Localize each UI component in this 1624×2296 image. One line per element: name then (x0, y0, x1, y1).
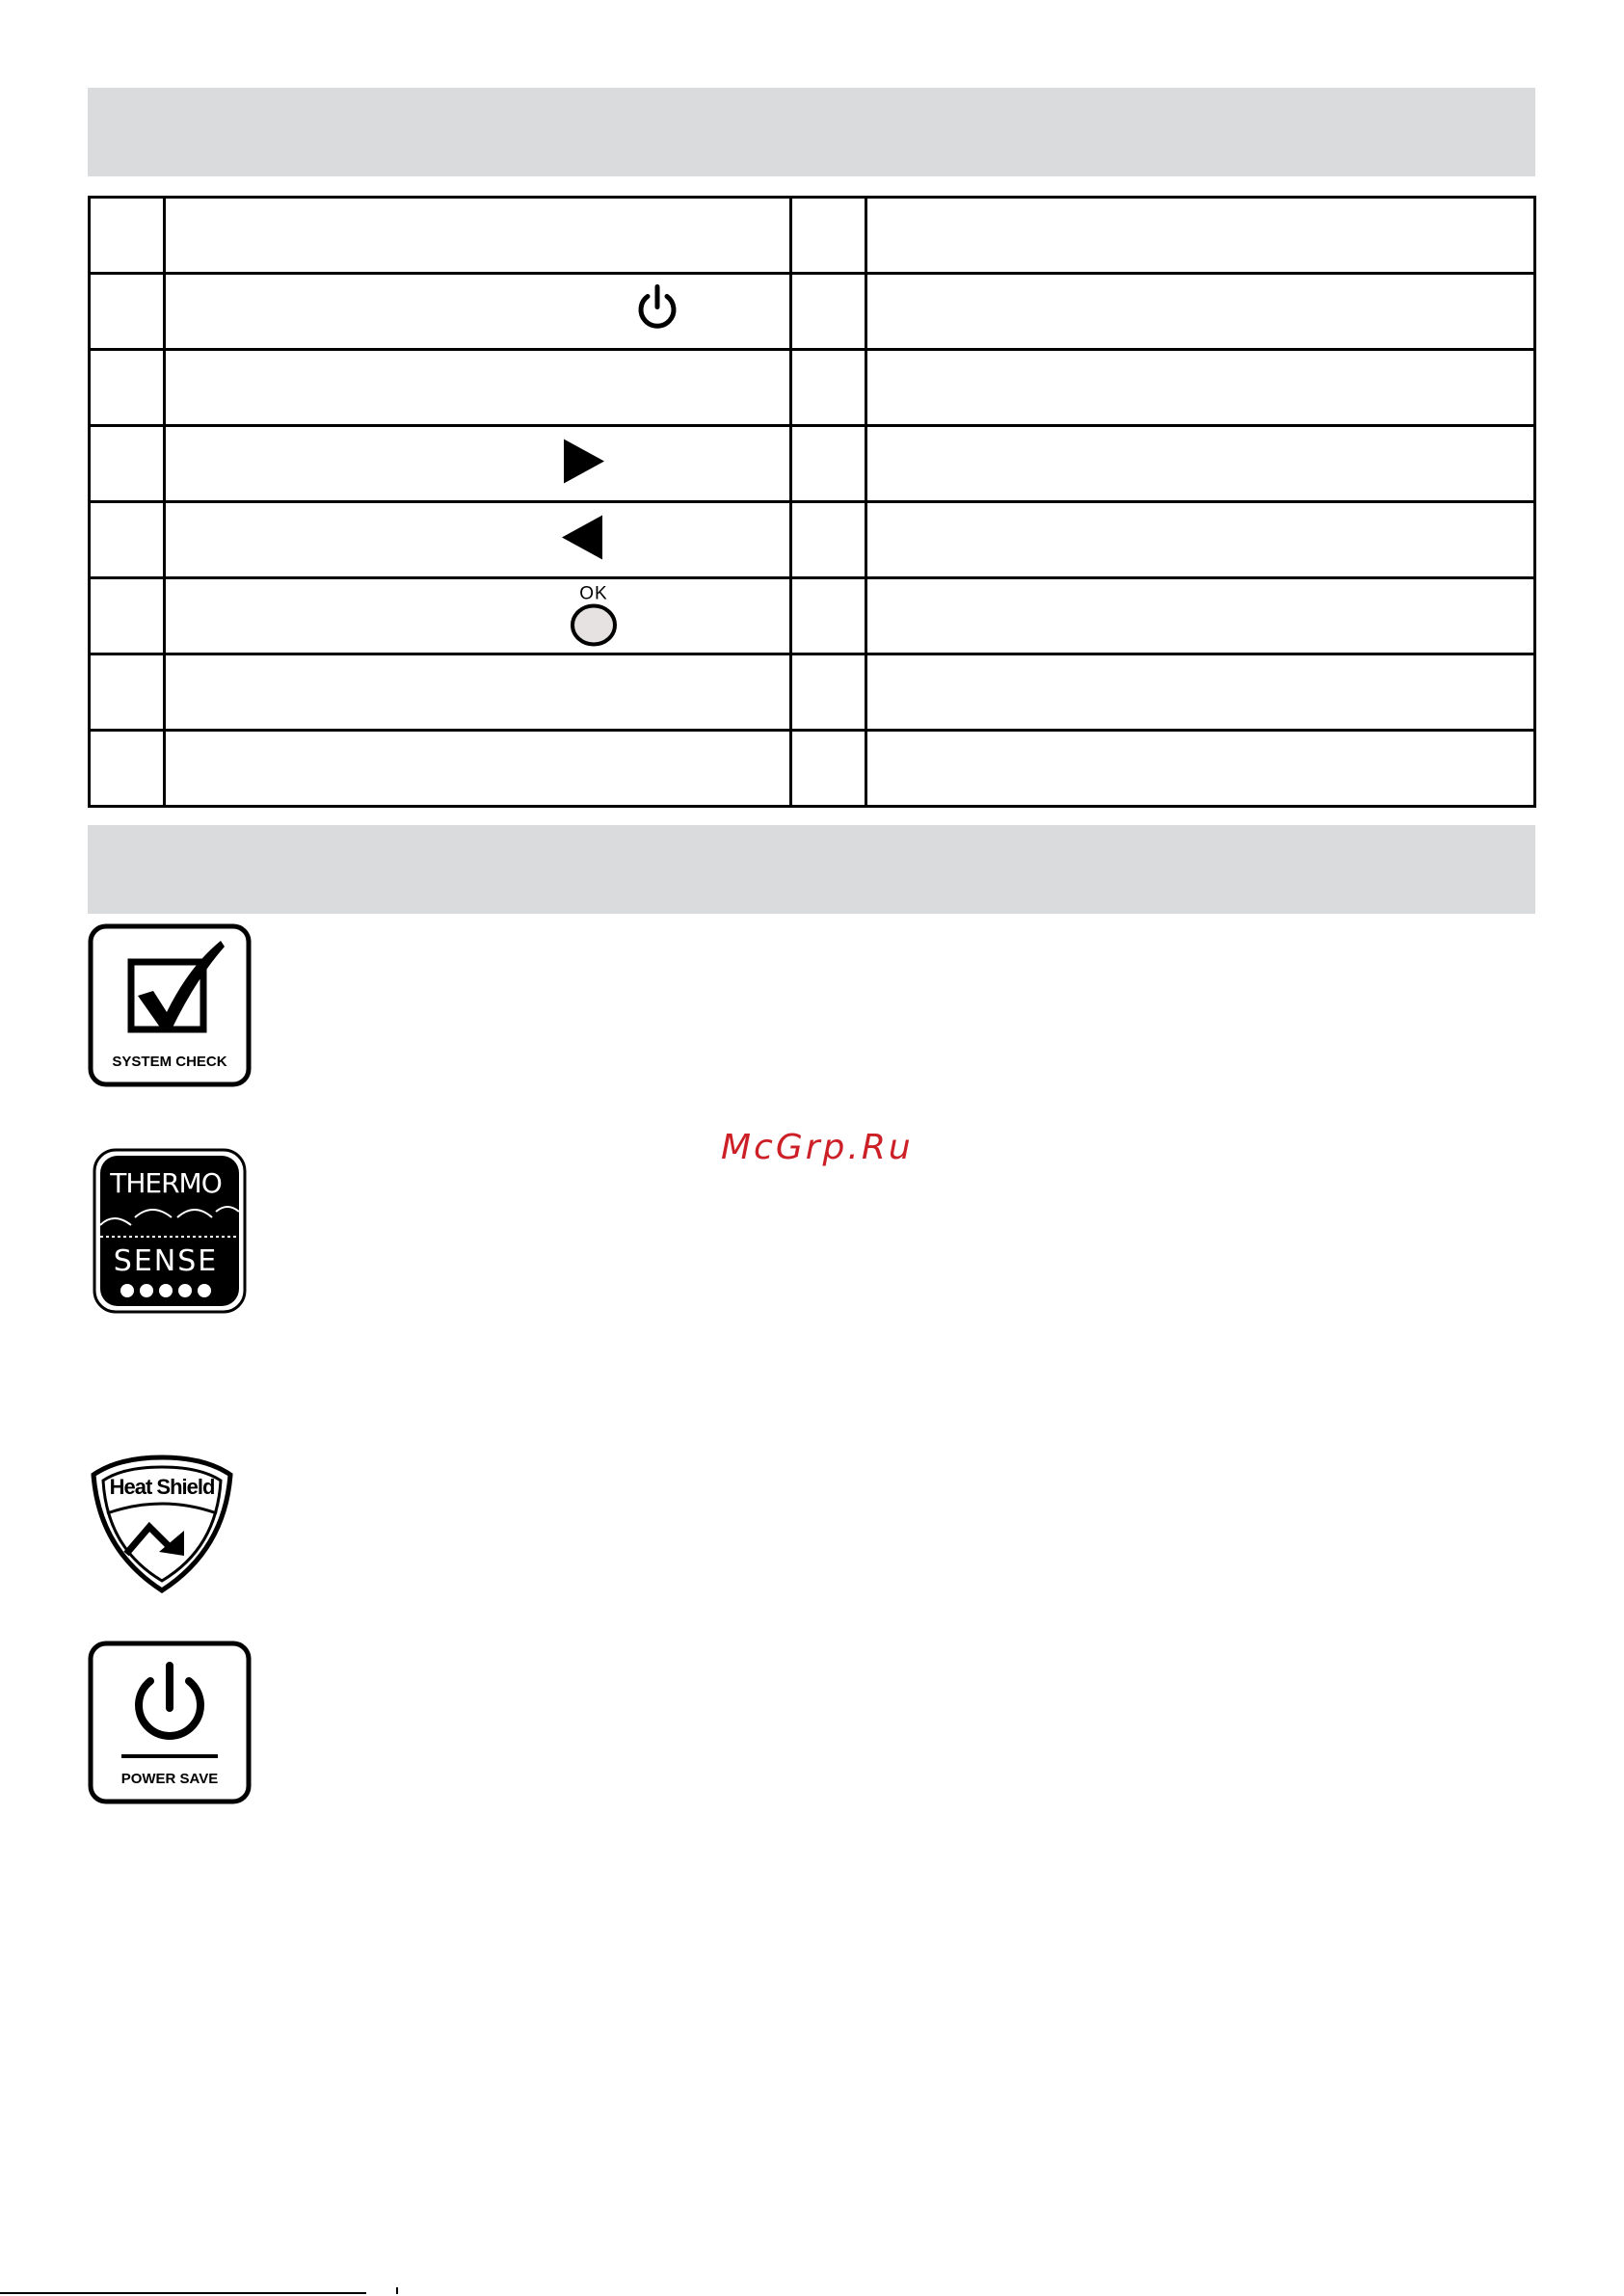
ok-button-icon (569, 585, 619, 648)
footer-tick (396, 2287, 398, 2294)
row-2-number (90, 274, 165, 350)
system-check-label: SYSTEM CHECK (112, 1054, 227, 1070)
features-band (88, 825, 1535, 914)
table-row (90, 274, 1535, 350)
power-save-label: POWER SAVE (120, 1771, 219, 1787)
row-5-description (165, 502, 791, 578)
table-row (90, 198, 1535, 274)
row-2-description-right (866, 274, 1535, 350)
row-3-description (165, 350, 791, 426)
header-band (88, 88, 1535, 176)
row-1-description (165, 198, 791, 274)
row-8-number-right (791, 731, 866, 807)
row-3-number-right (791, 350, 866, 426)
row-7-description (165, 654, 791, 731)
row-8-description (165, 731, 791, 807)
keys-table (88, 196, 1536, 808)
thermo-label: THERMO (110, 1167, 222, 1199)
table-row (90, 654, 1535, 731)
row-2-description (165, 274, 791, 350)
row-5-description-right (866, 502, 1535, 578)
arrow-right-icon (562, 438, 606, 491)
row-6-number (90, 578, 165, 654)
footer-rule (0, 2292, 366, 2294)
row-6-number-right (791, 578, 866, 654)
row-5-number-right (791, 502, 866, 578)
row-4-description-right (866, 426, 1535, 502)
row-4-number-right (791, 426, 866, 502)
heat-shield-label: Heat Shield (109, 1475, 215, 1499)
row-5-number (90, 502, 165, 578)
row-2-number-right (791, 274, 866, 350)
power-save-logo (88, 1641, 252, 1809)
table-row (90, 731, 1535, 807)
row-3-description-right (866, 350, 1535, 426)
row-6-description-right (866, 578, 1535, 654)
thermo-sense-logo (93, 1148, 247, 1319)
row-7-description-right (866, 654, 1535, 731)
row-4-number (90, 426, 165, 502)
row-7-number-right (791, 654, 866, 731)
table-row (90, 350, 1535, 426)
row-7-number (90, 654, 165, 731)
row-8-number (90, 731, 165, 807)
row-8-description-right (866, 731, 1535, 807)
row-4-description (165, 426, 791, 502)
system-check-logo (88, 923, 252, 1092)
ok-label: OK (579, 583, 608, 604)
row-6-description (165, 578, 791, 654)
row-1-number (90, 198, 165, 274)
arrow-left-icon (560, 514, 604, 567)
watermark: McGrp.Ru (721, 1128, 914, 1167)
row-1-description-right (866, 198, 1535, 274)
row-1-number-right (791, 198, 866, 274)
sense-label: SENSE (113, 1244, 219, 1278)
table-row (90, 426, 1535, 502)
table-row (90, 578, 1535, 654)
power-icon (634, 284, 680, 339)
row-3-number (90, 350, 165, 426)
table-row (90, 502, 1535, 578)
heat-shield-logo (90, 1454, 234, 1599)
